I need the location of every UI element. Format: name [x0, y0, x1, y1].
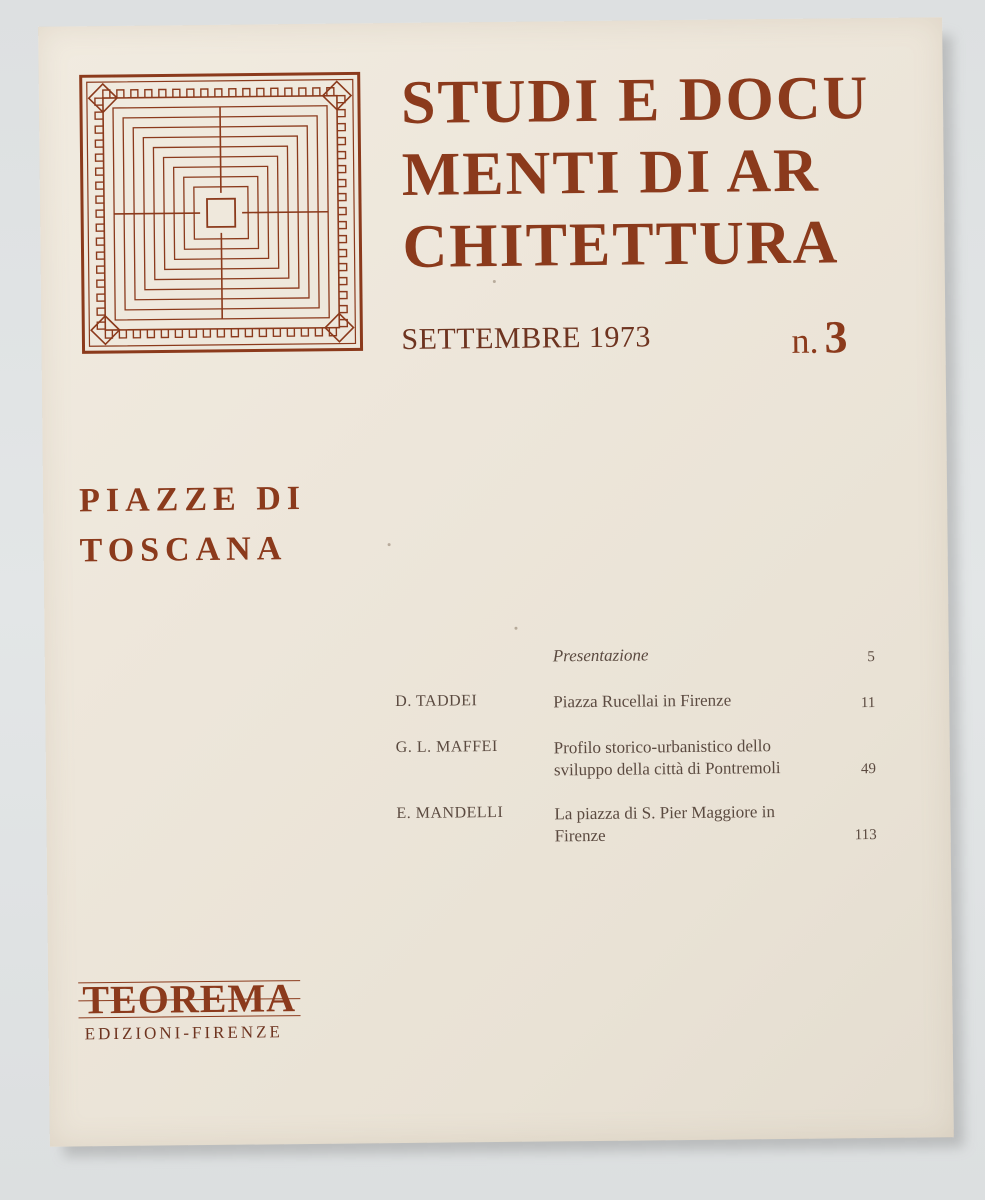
toc-page: 49: [860, 761, 877, 778]
publisher-logo: [78, 976, 300, 1044]
labyrinth-emblem-icon: [79, 71, 364, 354]
publisher-city: EDIZIONI-FIRENZE: [84, 1022, 283, 1044]
paper-speck: [514, 627, 517, 630]
toc-title: Piazza Rucellai in Firenze: [553, 690, 732, 712]
toc-author: D. TADDEI: [395, 692, 478, 711]
toc-entry: [396, 800, 876, 849]
toc-entry: [395, 688, 875, 717]
toc-page: 5: [867, 649, 875, 666]
publisher-name: TEOREMA: [78, 976, 300, 1022]
issue-subject: [79, 474, 307, 576]
toc-author: E. MANDELLI: [396, 803, 504, 823]
book-cover: [38, 17, 954, 1146]
toc-author: G. L. MAFFEI: [395, 737, 498, 757]
toc-entry: [396, 734, 876, 783]
journal-title: [401, 62, 923, 283]
toc-page: 113: [854, 827, 877, 844]
toc-title: La piazza di S. Pier Maggiore in Firenze: [554, 802, 775, 846]
toc-page: 11: [860, 695, 876, 712]
toc-author: [395, 645, 545, 647]
issue-prefix: n.: [791, 320, 819, 361]
paper-speck: [493, 280, 496, 283]
labyrinth-stroke: [207, 199, 235, 227]
paper-speck: [388, 543, 391, 546]
labyrinth-emblem-graphic: [79, 71, 364, 354]
issue-number: [791, 310, 848, 364]
title-line-3: CHITETTURA: [402, 208, 840, 281]
issue-number-value: 3: [824, 311, 848, 363]
title-line-1: STUDI E DOCU: [400, 64, 870, 137]
title-line-2: MENTI DI AR: [401, 136, 821, 209]
issue-date: SETTEMBRE 1973: [401, 320, 652, 356]
toc-entry: [395, 642, 875, 671]
toc-title: Profilo storico-urbanistico dello sviluppo della città di Pontremoli: [553, 736, 781, 780]
toc-title: Presentazione: [552, 645, 649, 666]
subject-line-1: PIAZZE DI: [78, 479, 307, 520]
subject-line-2: TOSCANA: [79, 530, 288, 570]
table-of-contents: [395, 642, 877, 871]
